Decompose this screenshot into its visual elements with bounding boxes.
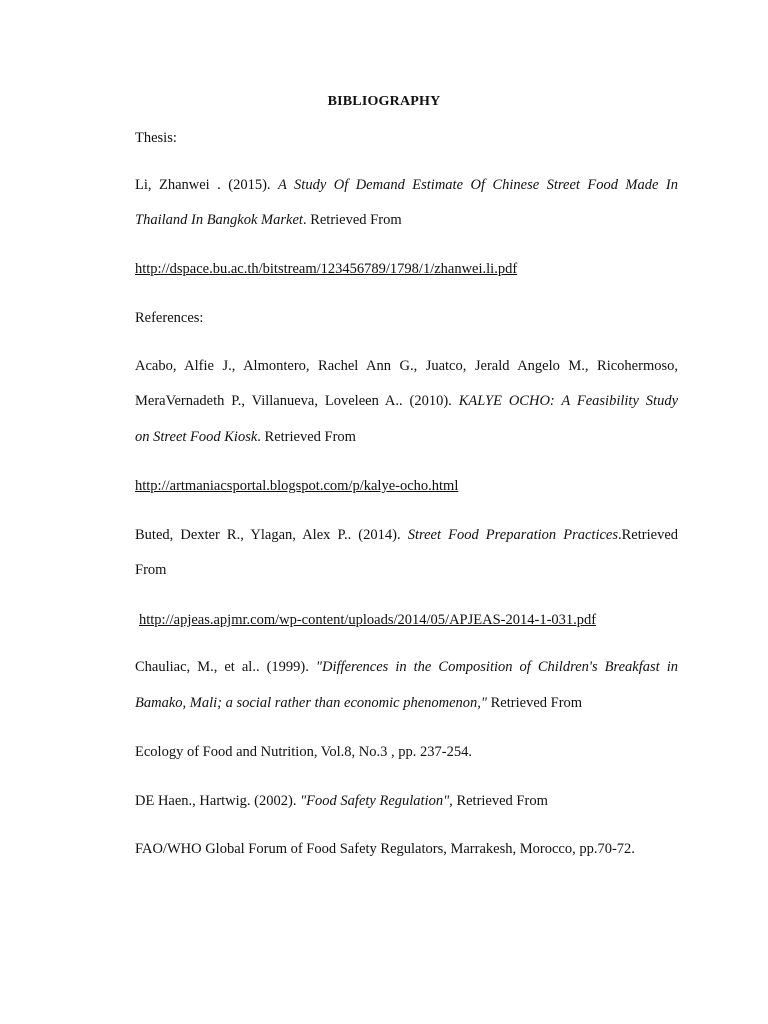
- entry1-url-line: [135, 260, 678, 278]
- entry4-line3: Ecology of Food and Nutrition, Vol.8, No.3 , pp. 237-254.: [135, 744, 472, 760]
- entry1-line1: [135, 176, 678, 194]
- entry3-title: Street Food Preparation Practices: [407, 527, 619, 543]
- entry1-retrieved: . Retrieved From: [302, 212, 402, 228]
- entry2-retrieved: . Retrieved From: [257, 429, 356, 445]
- entry1-title-cont: Thailand In Bangkok Market: [135, 212, 303, 228]
- entry5-title: "Food Safety Regulation",: [300, 793, 453, 809]
- entry2-line3: [135, 428, 678, 446]
- thesis-heading: Thesis:: [135, 130, 177, 146]
- entry3-url-line: [139, 611, 682, 629]
- entry5-line2: FAO/WHO Global Forum of Food Safety Regulators, Marrakesh, Morocco, pp.70-72.: [135, 841, 635, 857]
- entry3-line2: From: [135, 562, 167, 578]
- entry2-title: KALYE OCHO: A Feasibility Study: [458, 393, 679, 409]
- references-heading: References:: [135, 310, 204, 326]
- entry2-line2: [135, 392, 678, 410]
- entry3-authors: Buted, Dexter R., Ylagan, Alex P.. (2014).: [135, 527, 408, 543]
- entry4-line1: [135, 658, 678, 676]
- entry2-line1: Acabo, Alfie J., Almontero, Rachel Ann G., Juatco, Jerald Angelo M., Ricohermoso,: [135, 358, 678, 374]
- entry1-title: A Study Of Demand Estimate Of Chinese Street Food Made In: [278, 177, 678, 193]
- entry5-retrieved: Retrieved From: [452, 793, 548, 809]
- entry2-title-cont: on Street Food Kiosk: [135, 429, 258, 445]
- entry4-retrieved: Retrieved From: [487, 695, 583, 711]
- entry1-authors: Li, Zhanwei . (2015).: [135, 177, 278, 193]
- entry5-authors: DE Haen., Hartwig. (2002).: [135, 793, 301, 809]
- entry1-line2: [135, 211, 678, 229]
- entry4-title: "Differences in the Composition of Children's Breakfast in: [315, 659, 678, 675]
- entry5-line1: [135, 792, 678, 810]
- entry4-line2: [135, 694, 678, 712]
- entry1-url-link[interactable]: http://dspace.bu.ac.th/bitstream/123456789/1798/1/zhanwei.li.pdf: [135, 261, 518, 277]
- entry2-url-link[interactable]: http://artmaniacsportal.blogspot.com/p/kalye-ocho.html: [135, 478, 459, 494]
- entry3-line1: [135, 526, 678, 544]
- entry4-title-cont: Bamako, Mali; a social rather than economic phenomenon,": [135, 695, 488, 711]
- entry2-url-line: [135, 477, 678, 495]
- page-title: BIBLIOGRAPHY: [327, 94, 441, 109]
- entry2-authors: MeraVernadeth P., Villanueva, Loveleen A.. (2010).: [135, 393, 459, 409]
- entry3-url-link[interactable]: http://apjeas.apjmr.com/wp-content/uploads/2014/05/APJEAS-2014-1-031.pdf: [139, 612, 597, 628]
- entry4-authors: Chauliac, M., et al.. (1999).: [135, 659, 316, 675]
- entry3-retrieved: .Retrieved: [618, 527, 679, 543]
